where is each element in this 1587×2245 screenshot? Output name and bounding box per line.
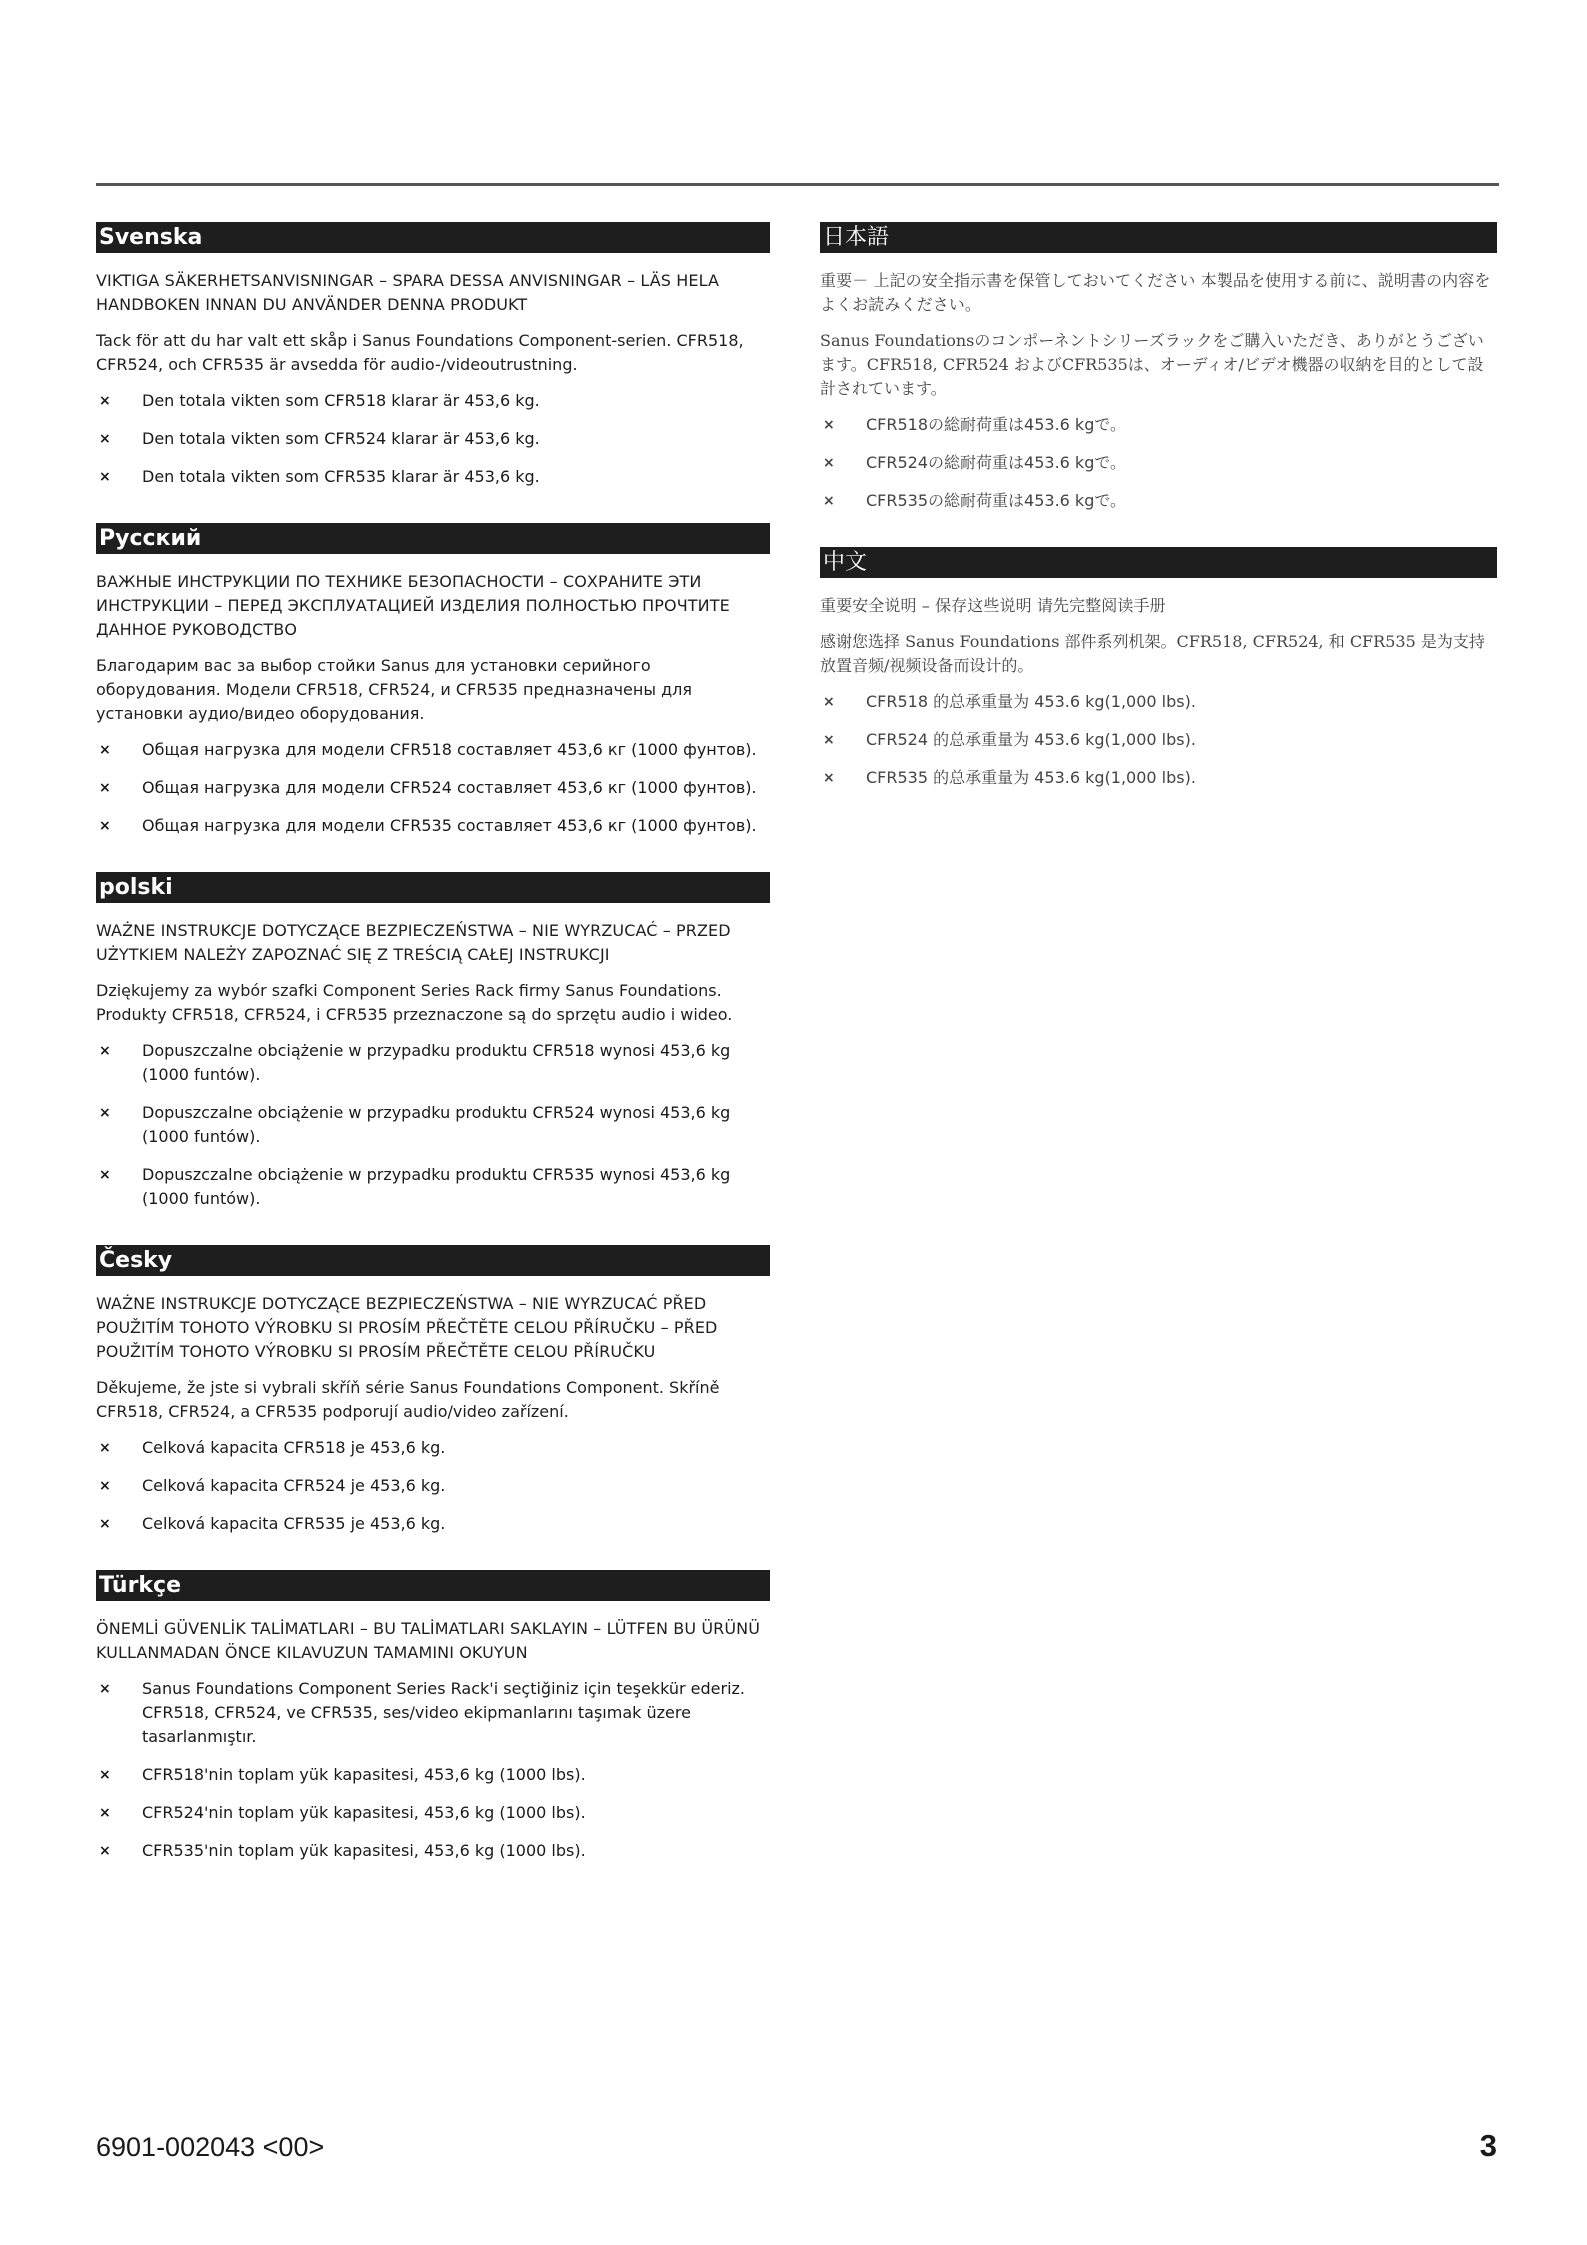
- list-item-text: CFR524'nin toplam yük kapasitesi, 453,6 kg (1000 lbs).: [142, 1803, 586, 1822]
- section-heading: Svenska: [96, 222, 770, 253]
- list-item: [96, 1763, 770, 1787]
- list-item: [96, 1101, 770, 1149]
- top-rule: [96, 183, 1499, 186]
- section-heading: 日本語: [820, 222, 1497, 253]
- capacity-list: [820, 690, 1497, 790]
- list-item-text: Dopuszczalne obciążenie w przypadku produktu CFR524 wynosi 453,6 kg (1000 funtów).: [142, 1103, 731, 1146]
- bullet-x-icon: ×: [99, 1767, 111, 1783]
- list-item: [820, 489, 1497, 513]
- list-item-text: Den totala vikten som CFR518 klarar är 453,6 kg.: [142, 391, 540, 410]
- bullet-x-icon: ×: [99, 1516, 111, 1532]
- list-item: [96, 1839, 770, 1863]
- list-item-text: CFR524 的总承重量为 453.6 kg(1,000 lbs).: [866, 730, 1196, 749]
- intro-paragraph: Tack för att du har valt ett skåp i Sanus Foundations Component-serien. CFR518, CFR524, och CFR535 är avsedda för audio-/videoutrustning.: [96, 331, 744, 374]
- list-item: [96, 389, 770, 413]
- list-item: [96, 1039, 770, 1087]
- bullet-x-icon: ×: [823, 770, 835, 786]
- list-item: [96, 1512, 770, 1536]
- bullet-x-icon: ×: [99, 469, 111, 485]
- list-item-text: CFR518'nin toplam yük kapasitesi, 453,6 kg (1000 lbs).: [142, 1765, 586, 1784]
- bullet-x-icon: ×: [99, 780, 111, 796]
- list-item: [96, 738, 770, 762]
- list-item: [820, 766, 1497, 790]
- list-item: [96, 427, 770, 451]
- language-section: [820, 222, 1497, 513]
- bullet-x-icon: ×: [99, 1167, 111, 1183]
- language-section: [96, 523, 770, 838]
- list-item: [820, 690, 1497, 714]
- bullet-x-icon: ×: [99, 1843, 111, 1859]
- list-item-text: Dopuszczalne obciążenie w przypadku produktu CFR535 wynosi 453,6 kg (1000 funtów).: [142, 1165, 731, 1208]
- language-section: [96, 1245, 770, 1536]
- section-heading: polski: [96, 872, 770, 903]
- list-item-text: CFR524の総耐荷重は453.6 kgで。: [866, 453, 1127, 472]
- bullet-x-icon: ×: [99, 393, 111, 409]
- safety-warning: 重要－ 上記の安全指示書を保管しておいてください 本製品を使用する前に、説明書の内容をよくお読みください。: [820, 271, 1491, 314]
- list-item: [96, 1436, 770, 1460]
- section-heading: Русский: [96, 523, 770, 554]
- bullet-x-icon: ×: [99, 1805, 111, 1821]
- intro-paragraph: Sanus Foundationsのコンポーネントシリーズラックをご購入いただき、ありがとうございます。CFR518, CFR524 およびCFR535は、オーディオ/ビデオ機器の収納を目的として設計されています。: [820, 331, 1484, 398]
- list-item-text: CFR518 的总承重量为 453.6 kg(1,000 lbs).: [866, 692, 1196, 711]
- list-item: [96, 814, 770, 838]
- section-heading: Türkçe: [96, 1570, 770, 1601]
- capacity-list: [96, 1677, 770, 1863]
- bullet-x-icon: ×: [99, 1681, 111, 1697]
- capacity-list: [96, 1436, 770, 1536]
- list-item: [820, 728, 1497, 752]
- section-heading: Česky: [96, 1245, 770, 1276]
- bullet-x-icon: ×: [823, 455, 835, 471]
- safety-warning: ÖNEMLİ GÜVENLİK TALİMATLARI – BU TALİMATLARI SAKLAYIN – LÜTFEN BU ÜRÜNÜ KULLANMADAN ÖNCE KILAVUZUN TAMAMINI OKUYUN: [96, 1619, 761, 1662]
- safety-warning: 重要安全说明 – 保存这些说明 请先完整阅读手册: [820, 596, 1166, 615]
- list-item-text: CFR518の総耐荷重は453.6 kgで。: [866, 415, 1127, 434]
- bullet-x-icon: ×: [823, 493, 835, 509]
- list-item-text: Celková kapacita CFR535 je 453,6 kg.: [142, 1514, 446, 1533]
- bullet-x-icon: ×: [823, 732, 835, 748]
- capacity-list: [96, 1039, 770, 1211]
- bullet-x-icon: ×: [99, 1440, 111, 1456]
- list-item: [820, 451, 1497, 475]
- capacity-list: [96, 738, 770, 838]
- safety-warning: VIKTIGA SÄKERHETSANVISNINGAR – SPARA DESSA ANVISNINGAR – LÄS HELA HANDBOKEN INNAN DU ANVÄNDER DENNA PRODUKT: [96, 271, 719, 314]
- bullet-x-icon: ×: [99, 1043, 111, 1059]
- bullet-x-icon: ×: [823, 417, 835, 433]
- list-item-text: Den totala vikten som CFR524 klarar är 453,6 kg.: [142, 429, 540, 448]
- list-item: [96, 1163, 770, 1211]
- list-item: [96, 1801, 770, 1825]
- capacity-list: [820, 413, 1497, 513]
- intro-paragraph: Děkujeme, že jste si vybrali skříň série Sanus Foundations Component. Skříně CFR518, CFR524, a CFR535 podporují audio/video zařízení.: [96, 1378, 720, 1421]
- bullet-x-icon: ×: [99, 742, 111, 758]
- list-item: [96, 465, 770, 489]
- safety-warning: WAŻNE INSTRUKCJE DOTYCZĄCE BEZPIECZEŃSTWA – NIE WYRZUCAĆ PŘED POUŽITÍM TOHOTO VÝROBKU SI PROSÍM PŘEČTĚTE CELOU PŘÍRUČKU – PŘED POUŽITÍM TOHOTO VÝROBKU SI PROSÍM PŘEČTĚTE CELOU PŘÍRUČKU: [96, 1294, 718, 1361]
- bullet-x-icon: ×: [823, 694, 835, 710]
- list-item-text: CFR535 的总承重量为 453.6 kg(1,000 lbs).: [866, 768, 1196, 787]
- list-item-text: Dopuszczalne obciążenie w przypadku produktu CFR518 wynosi 453,6 kg (1000 funtów).: [142, 1041, 731, 1084]
- capacity-list: [96, 389, 770, 489]
- intro-paragraph: Благодарим вас за выбор стойки Sanus для установки серийного оборудования. Модели CFR518, CFR524, и CFR535 предназначены для установки аудио/видео оборудования.: [96, 656, 692, 723]
- list-item: [96, 776, 770, 800]
- page-number: 3: [1479, 2128, 1497, 2163]
- language-section: [96, 1570, 770, 1863]
- left-column: [96, 222, 770, 1897]
- list-item-text: Общая нагрузка для модели CFR518 составляет 453,6 кг (1000 фунтов).: [142, 740, 757, 759]
- language-section: [96, 222, 770, 489]
- list-item-text: CFR535の総耐荷重は453.6 kgで。: [866, 491, 1127, 510]
- document-number: 6901-002043 <00>: [96, 2132, 325, 2162]
- bullet-x-icon: ×: [99, 1105, 111, 1121]
- list-item: [96, 1677, 770, 1749]
- list-item-text: Общая нагрузка для модели CFR535 составляет 453,6 кг (1000 фунтов).: [142, 816, 757, 835]
- bullet-x-icon: ×: [99, 1478, 111, 1494]
- bullet-x-icon: ×: [99, 431, 111, 447]
- list-item-text: CFR535'nin toplam yük kapasitesi, 453,6 kg (1000 lbs).: [142, 1841, 586, 1860]
- language-section: [820, 547, 1497, 790]
- intro-paragraph: Dziękujemy za wybór szafki Component Series Rack firmy Sanus Foundations. Produkty CFR518, CFR524, i CFR535 przeznaczone są do sprzętu audio i wideo.: [96, 981, 733, 1024]
- list-item-text: Общая нагрузка для модели CFR524 составляет 453,6 кг (1000 фунтов).: [142, 778, 757, 797]
- bullet-x-icon: ×: [99, 818, 111, 834]
- safety-warning: ВАЖНЫЕ ИНСТРУКЦИИ ПО ТЕХНИКЕ БЕЗОПАСНОСТИ – СОХРАНИТЕ ЭТИ ИНСТРУКЦИИ – ПЕРЕД ЭКСПЛУАТАЦИЕЙ ИЗДЕЛИЯ ПОЛНОСТЬЮ ПРОЧТИТЕ ДАННОЕ РУКОВОДСТВО: [96, 572, 730, 639]
- list-item-text: Celková kapacita CFR524 je 453,6 kg.: [142, 1476, 446, 1495]
- list-item: [96, 1474, 770, 1498]
- list-item-text: Celková kapacita CFR518 je 453,6 kg.: [142, 1438, 446, 1457]
- safety-warning: WAŻNE INSTRUKCJE DOTYCZĄCE BEZPIECZEŃSTWA – NIE WYRZUCAĆ – PRZED UŻYTKIEM NALEŻY ZAPOZNAĆ SIĘ Z TREŚCIĄ CAŁEJ INSTRUKCJI: [96, 921, 731, 964]
- right-column: [820, 222, 1497, 824]
- section-heading: 中文: [820, 547, 1497, 578]
- language-section: [96, 872, 770, 1211]
- intro-paragraph: 感谢您选择 Sanus Foundations 部件系列机架。CFR518, CFR524, 和 CFR535 是为支持放置音频/视频设备而设计的。: [820, 632, 1485, 675]
- list-item-text: Den totala vikten som CFR535 klarar är 453,6 kg.: [142, 467, 540, 486]
- list-item: [820, 413, 1497, 437]
- list-item-text: Sanus Foundations Component Series Rack'i seçtiğiniz için teşekkür ederiz. CFR518, CFR524, ve CFR535, ses/video ekipmanlarını taşımak üzere tasarlanmıştır.: [142, 1679, 745, 1746]
